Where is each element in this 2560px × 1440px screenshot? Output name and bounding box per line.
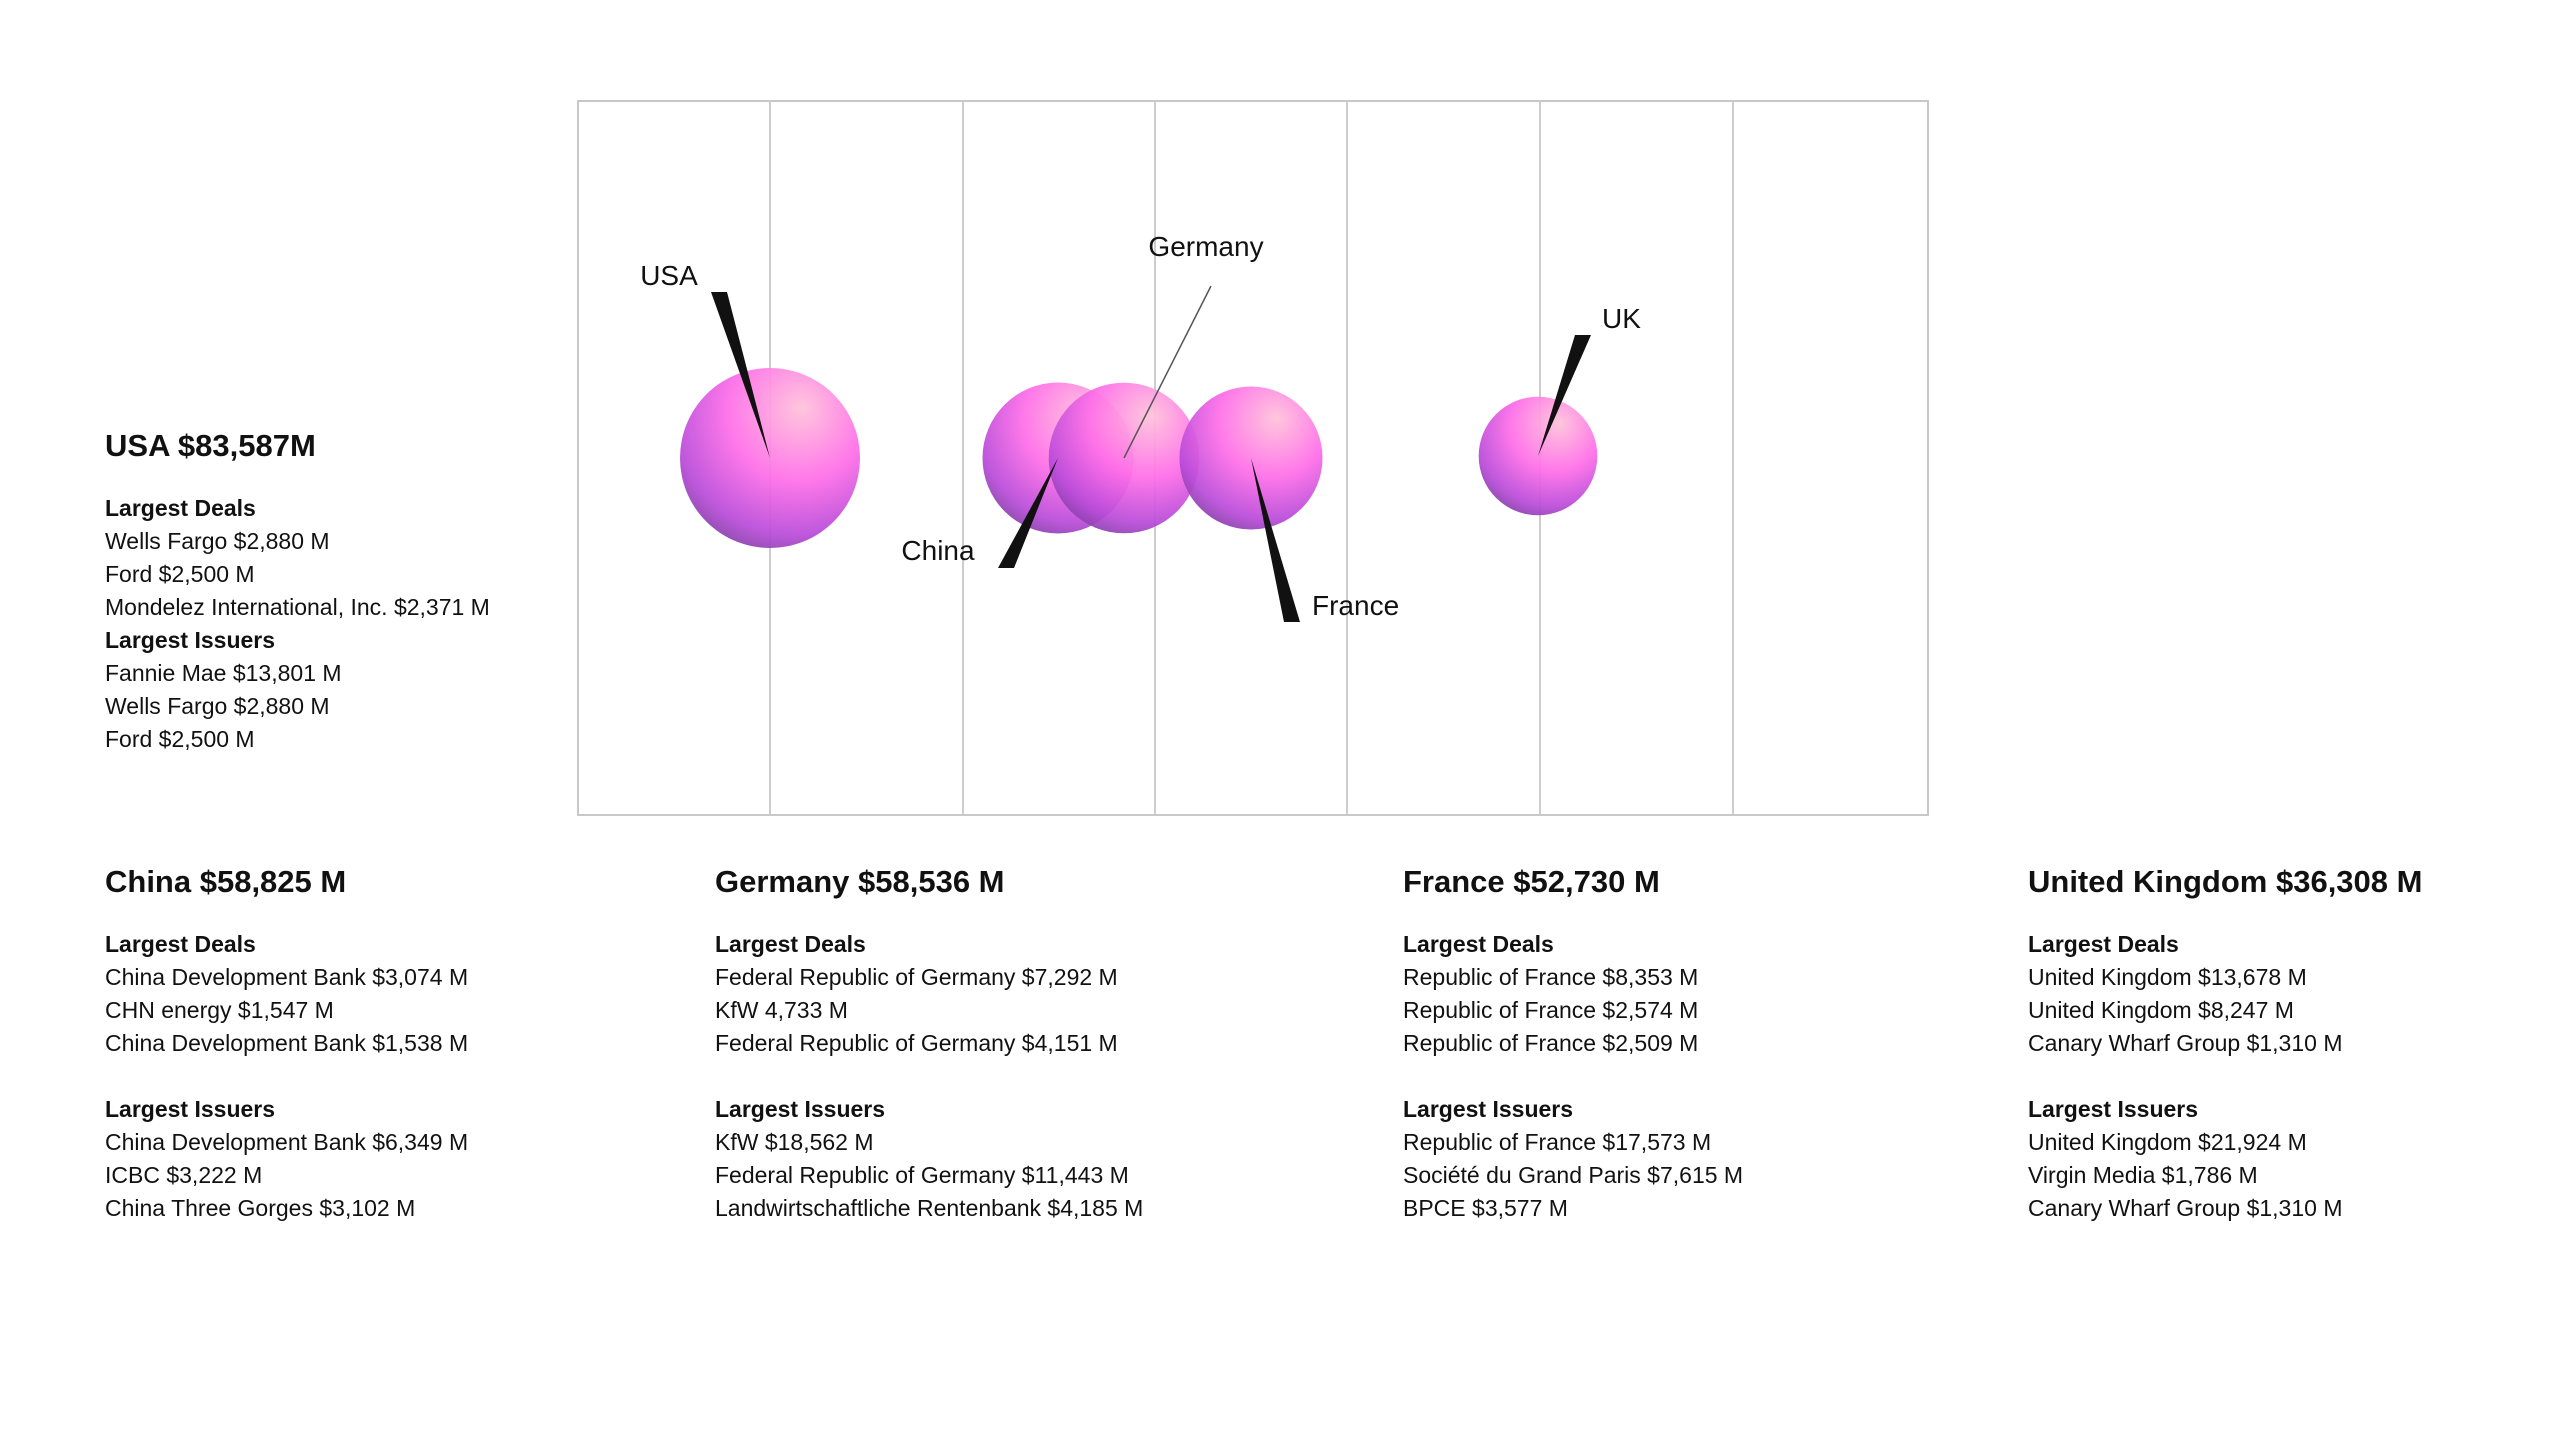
- bubble-label-uk: UK: [1602, 303, 1641, 334]
- deal-item: Wells Fargo $2,880 M: [105, 528, 330, 554]
- country-panel-china: [105, 862, 468, 1225]
- issuer-item: Landwirtschaftliche Rentenbank $4,185 M: [715, 1195, 1144, 1221]
- bubbles-layer: [680, 368, 1597, 548]
- country-panel-germany: [715, 862, 1143, 1225]
- issuer-item: Société du Grand Paris $7,615 M: [1403, 1162, 1744, 1188]
- country-panel-usa: [105, 426, 490, 756]
- deal-item: KfW 4,733 M: [715, 997, 848, 1023]
- deal-item: Federal Republic of Germany $7,292 M: [715, 964, 1118, 990]
- deal-item: Republic of France $2,574 M: [1403, 997, 1699, 1023]
- deal-item: Republic of France $8,353 M: [1403, 964, 1699, 990]
- largest-issuers-heading: Largest Issuers: [105, 627, 276, 653]
- deal-item: Federal Republic of Germany $4,151 M: [715, 1030, 1118, 1056]
- panel-title: China $58,825 M: [105, 864, 347, 899]
- deal-item: United Kingdom $13,678 M: [2028, 964, 2307, 990]
- bubble-label-germany: Germany: [1148, 231, 1264, 262]
- largest-deals-heading: Largest Deals: [715, 931, 866, 957]
- deal-item: Canary Wharf Group $1,310 M: [2028, 1030, 2343, 1056]
- issuer-item: KfW $18,562 M: [715, 1129, 874, 1155]
- panel-title: France $52,730 M: [1403, 864, 1660, 899]
- country-panel-united-kingdom: [2028, 862, 2422, 1225]
- issuer-item: China Development Bank $6,349 M: [105, 1129, 469, 1155]
- largest-issuers-heading: Largest Issuers: [715, 1096, 886, 1122]
- largest-deals-heading: Largest Deals: [1403, 931, 1554, 957]
- panel-title: USA $83,587M: [105, 428, 316, 463]
- issuer-item: BPCE $3,577 M: [1403, 1195, 1568, 1221]
- deal-item: Mondelez International, Inc. $2,371 M: [105, 594, 490, 620]
- issuer-item: Fannie Mae $13,801 M: [105, 660, 342, 686]
- issuer-item: Ford $2,500 M: [105, 726, 255, 752]
- issuer-item: Virgin Media $1,786 M: [2028, 1162, 2258, 1188]
- issuer-item: China Three Gorges $3,102 M: [105, 1195, 416, 1221]
- deal-item: Ford $2,500 M: [105, 561, 255, 587]
- bubble-label-china: China: [901, 535, 975, 566]
- bubble-germany: [1049, 383, 1200, 534]
- largest-deals-heading: Largest Deals: [105, 495, 256, 521]
- country-panel-france: [1403, 862, 1743, 1225]
- deal-item: China Development Bank $1,538 M: [105, 1030, 469, 1056]
- deal-item: China Development Bank $3,074 M: [105, 964, 469, 990]
- largest-deals-heading: Largest Deals: [105, 931, 256, 957]
- issuer-item: Republic of France $17,573 M: [1403, 1129, 1712, 1155]
- bubble-label-france: France: [1312, 590, 1400, 621]
- largest-issuers-heading: Largest Issuers: [2028, 1096, 2199, 1122]
- largest-deals-heading: Largest Deals: [2028, 931, 2179, 957]
- bubble-label-usa: USA: [640, 260, 698, 291]
- issuer-item: ICBC $3,222 M: [105, 1162, 263, 1188]
- deal-item: Republic of France $2,509 M: [1403, 1030, 1699, 1056]
- largest-issuers-heading: Largest Issuers: [1403, 1096, 1574, 1122]
- largest-issuers-heading: Largest Issuers: [105, 1096, 276, 1122]
- issuer-item: United Kingdom $21,924 M: [2028, 1129, 2307, 1155]
- issuer-item: Wells Fargo $2,880 M: [105, 693, 330, 719]
- deal-item: United Kingdom $8,247 M: [2028, 997, 2294, 1023]
- deal-item: CHN energy $1,547 M: [105, 997, 334, 1023]
- issuer-item: Canary Wharf Group $1,310 M: [2028, 1195, 2343, 1221]
- issuer-item: Federal Republic of Germany $11,443 M: [715, 1162, 1129, 1188]
- panel-title: United Kingdom $36,308 M: [2028, 864, 2423, 899]
- panel-title: Germany $58,536 M: [715, 864, 1005, 899]
